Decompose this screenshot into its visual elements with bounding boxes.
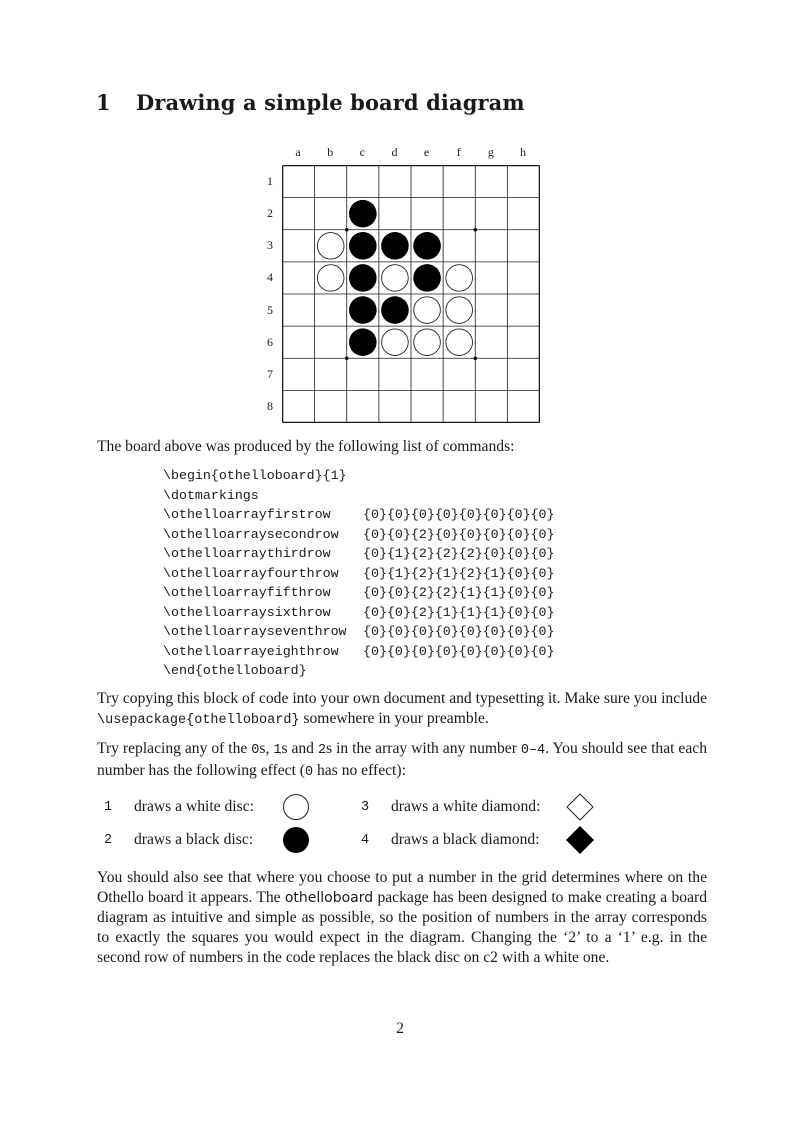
replace-paragraph <box>97 739 707 783</box>
legend-item-black-disc <box>104 825 253 855</box>
column-label: a <box>295 145 301 159</box>
code-line-dotmarkings: \dotmarkings <box>163 487 259 503</box>
code-args: {0}{0}{0}{0}{0}{0}{0}{0} <box>363 643 555 659</box>
usepackage-code: \usepackage{othelloboard} <box>97 713 300 728</box>
row-label: 2 <box>267 206 273 221</box>
section-number: 1 <box>96 90 111 115</box>
inline-code: 0–4 <box>520 743 546 758</box>
legend-item-white-disc <box>104 792 254 822</box>
code-line-row <box>163 544 555 564</box>
text: package has been designed to make creating a board diagram as intuitive and simple as possible, so the position of numbers in the array corresponds to exactly the squares you would expect in the diagram. Changing the ‘2’ to a ‘1’ e.g. in the second row of numbers in the code replaces the black disc on c2 with a white one. <box>97 889 707 966</box>
inline-code: 2 <box>317 743 327 758</box>
code-command: \othelloarraysixthrow <box>163 604 331 620</box>
package-name: othelloboard <box>284 890 374 906</box>
row-label: 5 <box>267 302 273 317</box>
legend-item-black-diamond <box>361 825 540 855</box>
grid-paragraph <box>97 868 707 968</box>
text: . You should see that each number has the following effect ( <box>97 740 707 779</box>
inline-code: 0 <box>251 743 260 758</box>
white-disc-icon <box>282 793 310 821</box>
code-line-row <box>163 622 555 642</box>
legend-label: draws a white disc: <box>134 798 254 815</box>
board-row-labels <box>262 165 278 422</box>
row-label: 6 <box>267 334 273 349</box>
legend-number: 3 <box>361 799 370 815</box>
code-block <box>163 466 555 681</box>
copy-text: Try copying this block of code into your own document and typesetting it. Make sure you include <box>97 690 707 707</box>
code-args: {0}{0}{2}{0}{0}{0}{0}{0} <box>363 526 555 542</box>
code-command: \othelloarraythirdrow <box>163 546 331 561</box>
column-label: c <box>359 145 365 159</box>
intro-paragraph: The board above was produced by the following list of commands: <box>97 438 515 455</box>
code-command: \othelloarrayfifthrow <box>163 585 331 600</box>
code-args: {0}{0}{0}{0}{0}{0}{0}{0} <box>363 507 555 522</box>
code-line-row <box>163 642 555 662</box>
code-command: \othelloarrayfirstrow <box>163 507 331 522</box>
code-command: \othelloarrayfourthrow <box>163 565 339 581</box>
othello-board-diagram <box>262 145 552 435</box>
legend-label: draws a white diamond: <box>391 798 541 815</box>
row-label: 1 <box>267 174 273 188</box>
section-heading <box>96 90 525 115</box>
legend-number: 1 <box>104 799 113 815</box>
text: s in the array with any number <box>326 740 521 757</box>
code-args: {0}{0}{0}{0}{0}{0}{0}{0} <box>363 624 555 639</box>
code-line-end: \end{othelloboard} <box>163 663 307 678</box>
row-label: 4 <box>267 270 273 285</box>
board-grid-graphic <box>282 165 540 423</box>
inline-code: 1 <box>273 743 282 758</box>
legend-label: draws a black disc: <box>134 831 254 848</box>
copy-text-end: somewhere in your preamble. <box>299 710 489 727</box>
code-line-row <box>163 505 555 525</box>
copy-paragraph <box>97 689 707 731</box>
legend-number: 4 <box>361 832 370 848</box>
text: s and <box>281 740 318 757</box>
board-column-labels <box>282 145 539 165</box>
text: s, <box>259 740 274 757</box>
row-label: 8 <box>267 398 273 413</box>
black-diamond-icon <box>566 826 594 854</box>
code-line-row <box>163 525 555 545</box>
column-label: d <box>391 145 398 159</box>
page-number: 2 <box>396 1020 404 1037</box>
section-title: Drawing a simple board diagram <box>136 90 525 115</box>
inline-code: 0 <box>305 765 314 780</box>
text: You should also see that where you choose to put a number in the grid determines where on the Othello board it appears. The <box>97 869 707 906</box>
column-label: e <box>423 145 430 159</box>
column-label: b <box>327 145 334 159</box>
code-command: \othelloarraysecondrow <box>163 526 339 542</box>
column-label: g <box>487 145 494 159</box>
text: has no effect): <box>313 762 406 779</box>
code-args: {0}{0}{2}{2}{1}{1}{0}{0} <box>363 585 555 600</box>
code-line-row <box>163 603 555 623</box>
code-command: \othelloarrayeighthrow <box>163 643 339 659</box>
code-args: {0}{0}{2}{1}{1}{1}{0}{0} <box>363 604 555 620</box>
text: Try replacing any of the <box>97 740 252 757</box>
row-label: 7 <box>267 366 273 381</box>
code-line-row <box>163 583 555 603</box>
symbol-legend <box>104 792 624 862</box>
legend-label: draws a black diamond: <box>391 831 540 848</box>
code-args: {0}{1}{2}{2}{2}{0}{0}{0} <box>363 546 555 561</box>
legend-number: 2 <box>104 832 113 848</box>
column-label: f <box>456 145 461 159</box>
code-line-row <box>163 564 555 584</box>
white-diamond-icon <box>566 793 594 821</box>
code-args: {0}{1}{2}{1}{2}{1}{0}{0} <box>363 565 555 581</box>
board-grid <box>282 165 539 422</box>
column-label: h <box>519 145 526 159</box>
row-label: 3 <box>267 238 273 253</box>
legend-item-white-diamond <box>361 792 540 822</box>
code-line-begin: \begin{othelloboard}{1} <box>163 468 347 483</box>
black-disc-icon <box>282 826 310 854</box>
code-command: \othelloarrayseventhrow <box>163 624 347 639</box>
